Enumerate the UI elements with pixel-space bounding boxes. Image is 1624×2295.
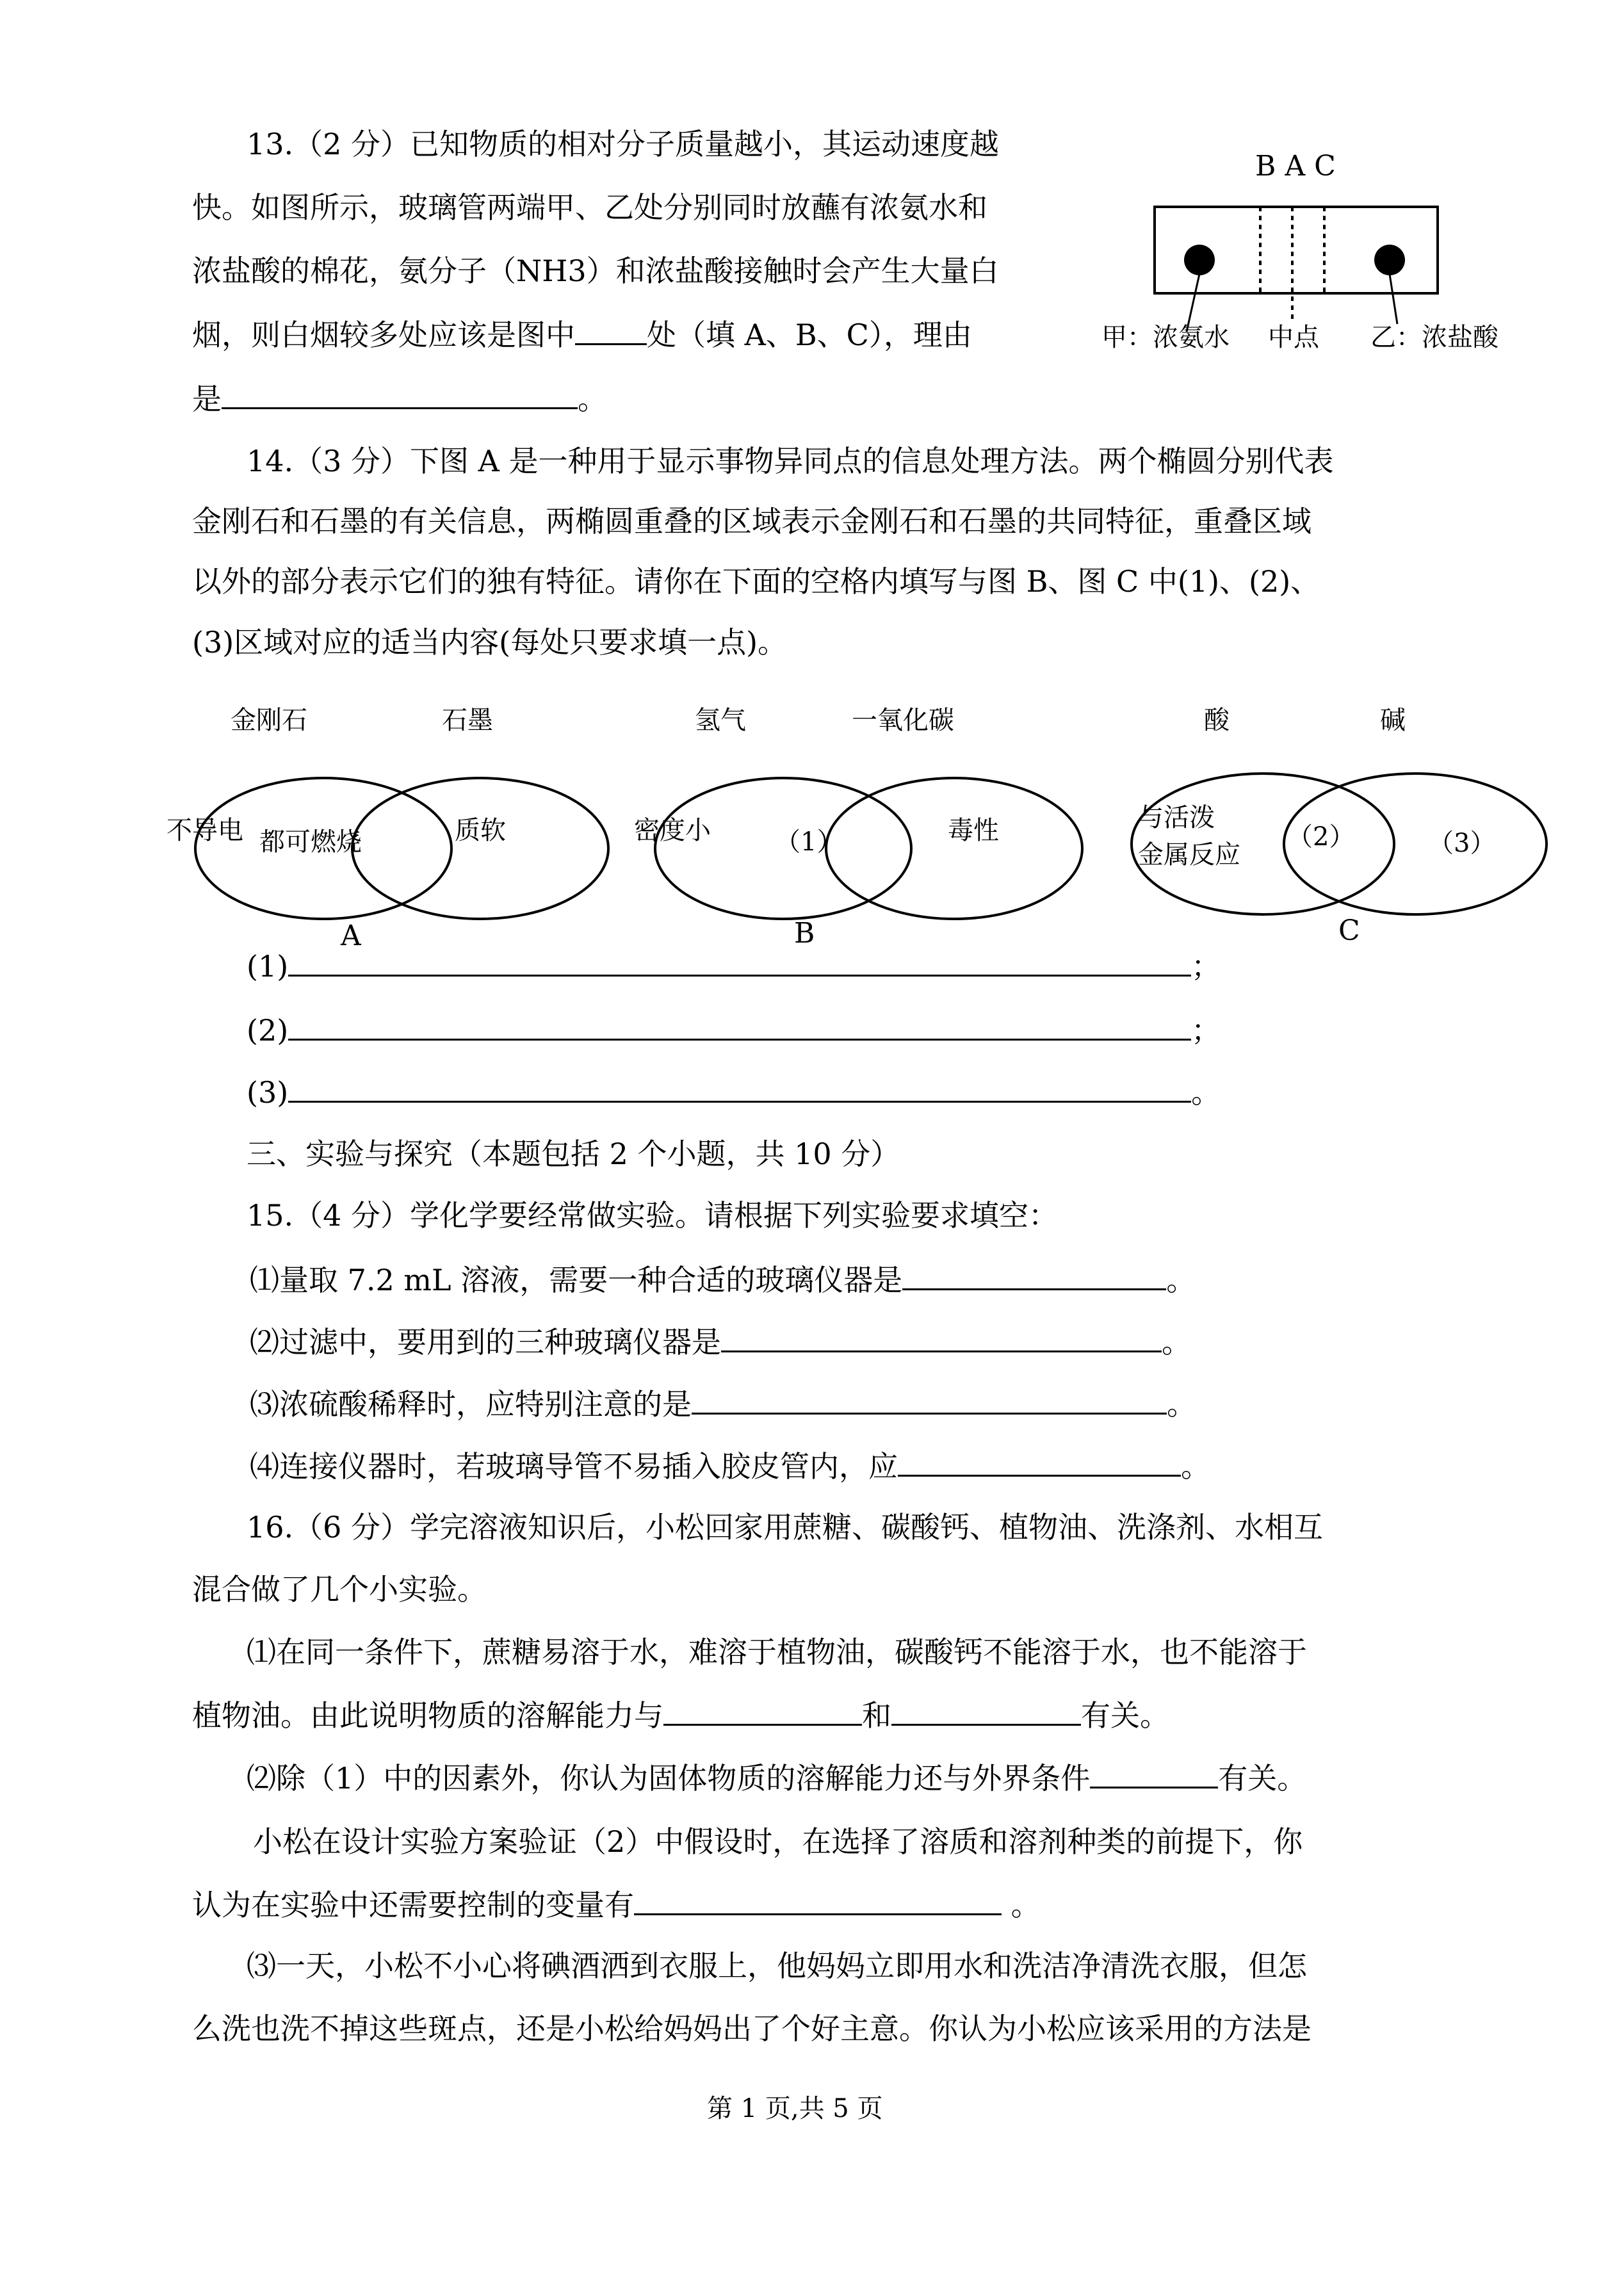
label-hcl: 乙：浓盐酸 xyxy=(1370,323,1498,352)
label-ammonia: 甲：浓氨水 xyxy=(1101,323,1230,352)
q14-blank-3[interactable] xyxy=(288,1073,1191,1103)
venn-a-caption: A xyxy=(341,920,361,952)
q13-line-4-tail: 处（填 A、B、C），理由 xyxy=(647,318,972,352)
q14-line-1: 14.（3 分）下图 A 是一种用于显示事物异同点的信息处理方法。两个椭圆分别代表 xyxy=(247,444,1334,478)
q16-part-2 xyxy=(247,1758,1306,1797)
q13-line-5 xyxy=(192,379,607,418)
q13-blank-reason[interactable] xyxy=(222,379,578,409)
venn-b-right-title: 一氧化碳 xyxy=(852,706,954,735)
tube-top-labels: B A C xyxy=(1255,150,1336,182)
q14-answer-3-label: (3) xyxy=(247,1075,289,1110)
venn-c-left-text-2: 金属反应 xyxy=(1138,840,1240,870)
q13-line-5-text: 是 xyxy=(192,382,222,416)
q15-part-3-text: ⑶浓硫酸稀释时，应特别注意的是 xyxy=(250,1387,692,1422)
q13-line-2: 快。如图所示，玻璃管两端甲、乙处分别同时放蘸有浓氨水和 xyxy=(192,190,987,225)
q14-blank-2[interactable] xyxy=(288,1010,1191,1041)
q15-part-2-end: 。 xyxy=(1162,1325,1191,1359)
venn-diagrams xyxy=(122,698,1556,973)
q14-answer-2-label: (2) xyxy=(247,1013,289,1048)
q16-blank-2[interactable] xyxy=(1090,1758,1218,1788)
q13-line-1: 13.（2 分）已知物质的相对分子质量越小，其运动速度越 xyxy=(247,127,1000,161)
q16-part-1-text: 植物油。由此说明物质的溶解能力与 xyxy=(192,1698,663,1733)
q15-part-2-text: ⑵过滤中，要用到的三种玻璃仪器是 xyxy=(250,1325,721,1359)
section-3-heading: 三、实验与探究（本题包括 2 个小题，共 10 分） xyxy=(247,1137,900,1171)
cotton-hcl xyxy=(1374,245,1405,275)
q14-answer-2-end: ； xyxy=(1191,1013,1221,1048)
venn-a-right-title: 石墨 xyxy=(442,706,493,735)
q15-blank-1[interactable] xyxy=(902,1260,1166,1290)
q16-part-2-text: ⑵除（1）中的因素外，你认为固体物质的溶解能力还与外界条件 xyxy=(247,1761,1091,1796)
venn-b-caption: B xyxy=(794,917,815,950)
q14-answer-1 xyxy=(247,946,1221,985)
cotton-ammonia xyxy=(1184,245,1215,275)
q16-blank-1b[interactable] xyxy=(891,1696,1081,1726)
q13-line-3: 浓盐酸的棉花，氨分子（NH3）和浓盐酸接触时会产生大量白 xyxy=(192,254,999,288)
q15-blank-2[interactable] xyxy=(721,1322,1162,1352)
glass-tube-figure xyxy=(1101,146,1518,370)
venn-a-mid-text: 都可燃烧 xyxy=(259,827,362,857)
venn-c-caption: C xyxy=(1338,914,1360,947)
venn-c-left-text-1: 与活泼 xyxy=(1138,803,1215,832)
q13-blank-position[interactable] xyxy=(575,315,647,345)
q16-part-3-line-2 xyxy=(192,1885,1041,1924)
q16-part-4-line-2: 么洗也洗不掉这些斑点，还是小松给妈妈出了个好主意。你认为小松应该采用的方法是 xyxy=(192,2011,1311,2046)
page-footer: 第 1 页,共 5 页 xyxy=(707,2094,883,2123)
pointer-hcl xyxy=(1390,274,1397,324)
venn-c-left-title: 酸 xyxy=(1204,706,1230,735)
q16-part-1-and: 和 xyxy=(862,1698,891,1733)
q16-part-1-end: 有关。 xyxy=(1081,1698,1169,1733)
q15-part-1 xyxy=(250,1260,1196,1299)
venn-c-right-text: （3） xyxy=(1428,829,1496,858)
q14-answer-3 xyxy=(247,1073,1221,1112)
q16-part-3-line-1: 小松在设计实验方案验证（2）中假设时，在选择了溶质和溶剂种类的前提下，你 xyxy=(253,1824,1303,1859)
q13-line-5-end: 。 xyxy=(578,382,607,416)
q15-stem: 15.（4 分）学化学要经常做实验。请根据下列实验要求填空： xyxy=(247,1198,1059,1233)
q15-part-1-end: 。 xyxy=(1166,1263,1196,1297)
venn-c-right-title: 碱 xyxy=(1380,706,1406,735)
venn-b-left-text: 密度小 xyxy=(634,816,711,845)
q15-part-3 xyxy=(250,1384,1196,1423)
q14-answer-1-label: (1) xyxy=(247,949,289,984)
q15-part-1-text: ⑴量取 7.2 mL 溶液，需要一种合适的玻璃仪器是 xyxy=(250,1263,903,1297)
q15-part-4 xyxy=(250,1447,1210,1486)
venn-b-right-ellipse xyxy=(826,778,1082,919)
venn-b-right-text: 毒性 xyxy=(948,816,999,845)
q14-answer-1-end: ； xyxy=(1191,949,1221,984)
q16-part-3-text: 认为在实验中还需要控制的变量有 xyxy=(192,1888,634,1922)
q16-part-1-line-2 xyxy=(192,1696,1169,1735)
venn-c-mid-text: （2） xyxy=(1287,822,1355,852)
q15-part-4-text: ⑷连接仪器时，若玻璃导管不易插入胶皮管内，应 xyxy=(250,1449,898,1484)
q14-line-3: 以外的部分表示它们的独有特征。请你在下面的空格内填写与图 B、图 C 中(1)、(2)、 xyxy=(192,564,1320,599)
q14-line-2: 金刚石和石墨的有关信息，两椭圆重叠的区域表示金刚石和石墨的共同特征，重叠区域 xyxy=(192,504,1311,539)
q15-blank-3[interactable] xyxy=(692,1384,1167,1415)
q16-line-1: 16.（6 分）学完溶液知识后，小松回家用蔗糖、碳酸钙、植物油、洗涤剂、水相互 xyxy=(247,1510,1324,1545)
q15-part-3-end: 。 xyxy=(1167,1387,1196,1422)
q15-blank-4[interactable] xyxy=(898,1447,1181,1477)
q16-blank-3[interactable] xyxy=(634,1885,1002,1915)
q16-part-3-end: 。 xyxy=(1011,1888,1041,1922)
q16-blank-1a[interactable] xyxy=(663,1696,862,1726)
q13-line-4-text: 烟，则白烟较多处应该是图中 xyxy=(192,318,575,352)
q14-answer-3-end: 。 xyxy=(1191,1075,1221,1110)
q14-blank-1[interactable] xyxy=(288,946,1191,977)
label-midpoint: 中点 xyxy=(1268,323,1319,352)
q16-part-2-end: 有关。 xyxy=(1218,1761,1307,1796)
venn-a-left-title: 金刚石 xyxy=(231,706,307,735)
q14-answer-2 xyxy=(247,1010,1221,1050)
q14-line-4: (3)区域对应的适当内容(每处只要求填一点)。 xyxy=(192,625,788,660)
venn-b-mid-text: （1） xyxy=(775,827,843,857)
q16-part-1-line-1: ⑴在同一条件下，蔗糖易溶于水，难溶于植物油，碳酸钙不能溶于水，也不能溶于 xyxy=(247,1635,1307,1669)
q15-part-4-end: 。 xyxy=(1181,1449,1210,1484)
q16-line-2: 混合做了几个小实验。 xyxy=(192,1572,487,1607)
venn-b-left-title: 氢气 xyxy=(695,706,746,735)
q16-part-4-line-1: ⑶一天，小松不小心将碘酒洒到衣服上，他妈妈立即用水和洗洁净清洗衣服，但怎 xyxy=(247,1949,1307,1983)
q15-part-2 xyxy=(250,1322,1191,1361)
venn-a-left-text: 不导电 xyxy=(166,816,243,845)
q13-line-4 xyxy=(192,315,972,354)
venn-a-right-ellipse xyxy=(352,778,608,919)
venn-a-right-text: 质软 xyxy=(455,816,506,845)
